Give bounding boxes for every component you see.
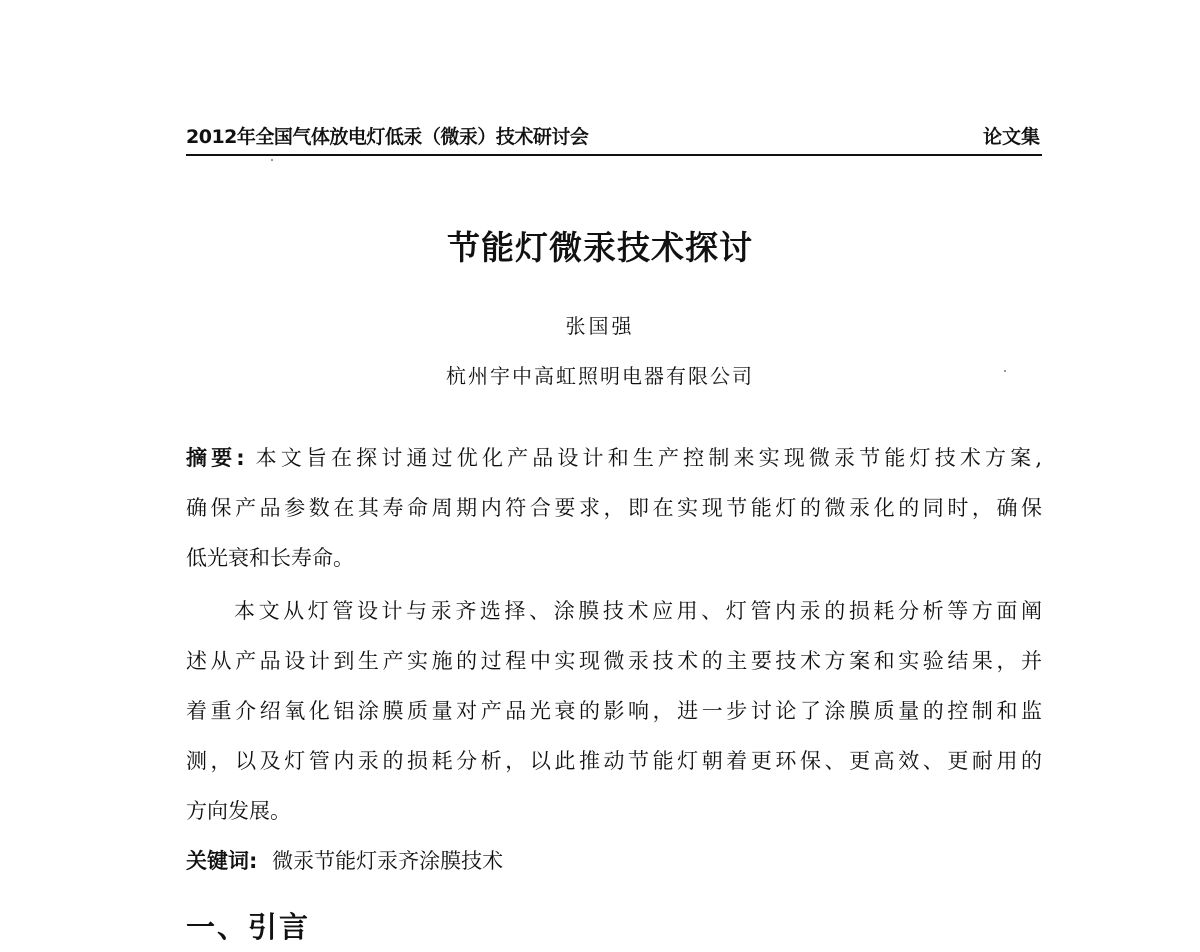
keywords-text: 微汞节能灯汞齐涂膜技术 [272,849,504,873]
paper-affiliation: 杭州宇中高虹照明电器有限公司 [446,364,754,388]
abstract-line-2: 确保产品参数在其寿命周期内符合要求，即在实现节能灯的微汞化的同时，确保 [186,496,1042,520]
abstract-line-7: 测，以及灯管内汞的损耗分析，以此推动节能灯朝着更环保、更高效、更耐用的 [186,749,1042,773]
keywords-label: 关键词: [186,849,258,873]
abstract-label: 摘要: [186,446,245,470]
abstract-line-4: 本文从灯管设计与汞齐选择、涂膜技术应用、灯管内汞的损耗分析等方面阐 [234,599,1042,623]
collection-label: 论文集 [982,126,1040,148]
abstract-line-5: 述从产品设计到生产实施的过程中实现微汞技术的主要技术方案和实验结果，并 [186,649,1042,673]
section-heading: 一、引言 [186,910,311,944]
abstract-text: 本文旨在探讨通过优化产品设计和生产控制来实现微汞节能灯技术方案, [255,446,1042,470]
abstract-line-3: 低光衰和长寿命。 [186,546,354,570]
abstract-line-6: 着重介绍氧化铝涂膜质量对产品光衰的影响，进一步讨论了涂膜质量的控制和监 [186,699,1042,723]
running-header [186,120,1042,156]
abstract-line-8: 方向发展。 [186,799,291,823]
paper-author: 张国强 [565,314,635,338]
conference-name: 2012年全国气体放电灯低汞（微汞）技术研讨会 [186,126,589,148]
paper-title: 节能灯微汞技术探讨 [447,228,753,267]
keywords-line [186,845,503,875]
abstract-line-1 [186,442,1042,472]
scan-speck [1004,370,1006,372]
scan-speck [271,159,273,161]
